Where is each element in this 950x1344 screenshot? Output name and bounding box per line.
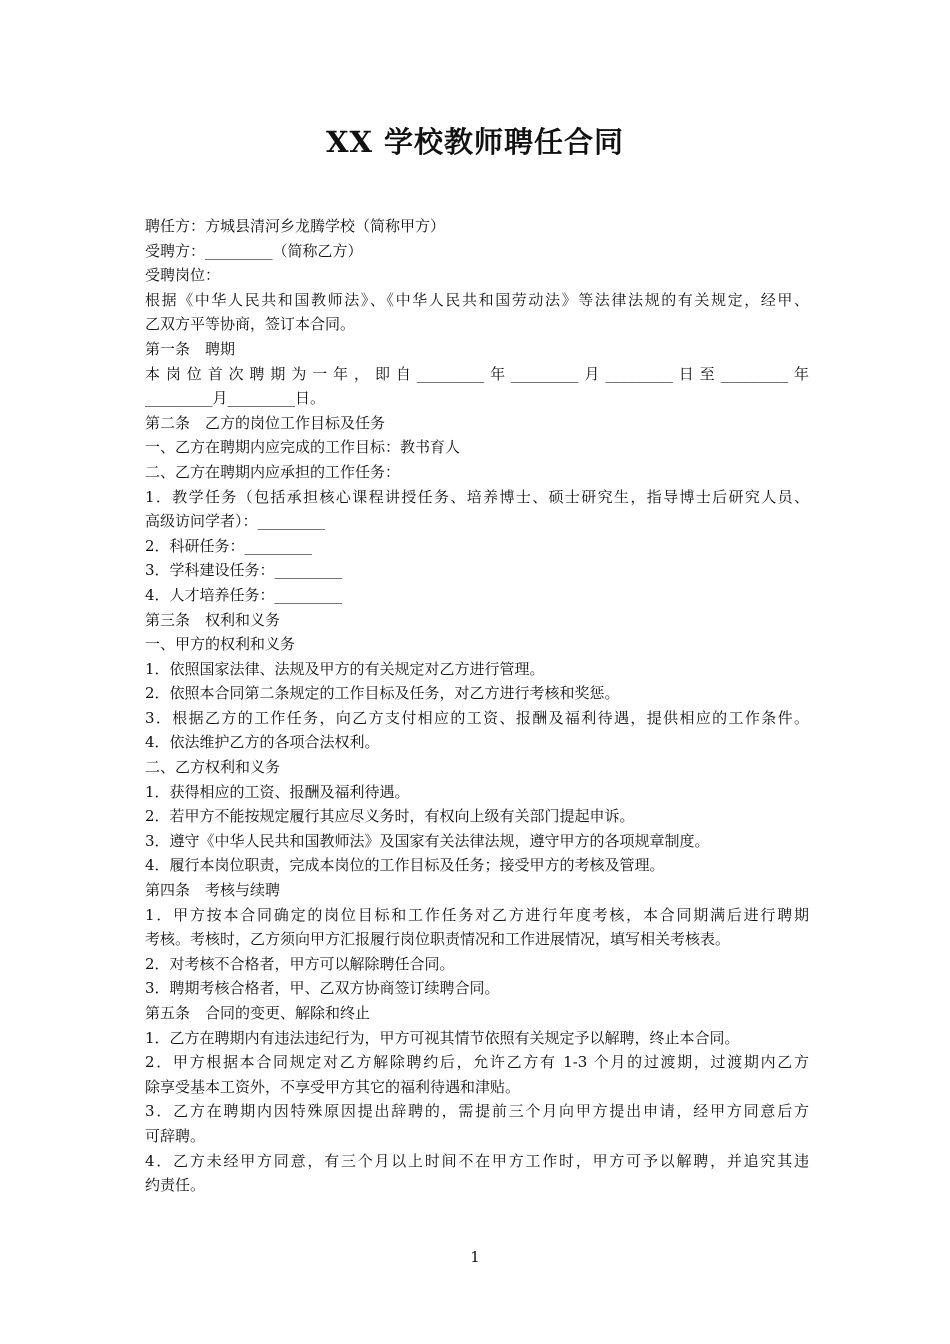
- text-line: 聘任方：方城县清河乡龙腾学校（简称甲方）: [145, 217, 446, 235]
- text-line: 3．学科建设任务：_________: [145, 561, 343, 580]
- text-line: 1．获得相应的工资、报酬及福利待遇。: [145, 782, 410, 801]
- text-line: 2．科研任务：_________: [145, 536, 313, 555]
- section-heading: 第一条 聘期: [145, 339, 236, 358]
- text-line: 1．乙方在聘期内有违法违纪行为，甲方可视其情节依照有关规定予以解聘，终止本合同。: [145, 1028, 740, 1047]
- page-number: 1: [470, 1248, 480, 1266]
- text-line: 可辞聘。: [145, 1126, 206, 1145]
- text-line: 3．聘期考核合格者，甲、乙双方协商签订续聘合同。: [145, 979, 500, 998]
- text-line: 根据《中华人民共和国教师法》、《中华人民共和国劳动法》等法律法规的有关规定，经甲、: [145, 290, 809, 309]
- text-line: 4．履行本岗位职责，完成本岗位的工作目标及任务；接受甲方的考核及管理。: [145, 856, 665, 875]
- text-line: 3．乙方在聘期内因特殊原因提出辞聘的，需提前三个月向甲方提出申请，经甲方同意后方: [145, 1102, 809, 1121]
- text-line: 二、乙方权利和义务: [145, 758, 281, 777]
- text-line: 1．依照国家法律、法规及甲方的有关规定对乙方进行管理。: [145, 659, 545, 678]
- document-title: XX 学校教师聘任合同: [325, 125, 625, 159]
- text-line: 受聘方：_________（简称乙方）: [145, 241, 363, 260]
- text-line: 一、乙方在聘期内应完成的工作目标：教书育人: [145, 438, 461, 457]
- section-heading: 第三条 权利和义务: [145, 610, 281, 629]
- text-line: 二、乙方在聘期内应承担的工作任务：: [145, 462, 401, 481]
- text-line: 除享受基本工资外，不享受甲方其它的福利待遇和津贴。: [145, 1077, 521, 1096]
- text-line: 高级访问学者）：_________: [145, 512, 326, 531]
- section-heading: 第二条 乙方的岗位工作目标及任务: [145, 413, 386, 432]
- text-line: 考核。考核时，乙方须向甲方汇报履行岗位职责情况和工作进展情况，填写相关考核表。: [145, 930, 731, 949]
- text-line: 2．对考核不合格者，甲方可以解除聘任合同。: [145, 954, 455, 973]
- text-line: 4．乙方未经甲方同意，有三个月以上时间不在甲方工作时，甲方可予以解聘，并追究其违: [145, 1151, 809, 1170]
- text-line: 约责任。: [145, 1176, 206, 1195]
- text-line: 3．遵守《中华人民共和国教师法》及国家有关法律法规，遵守甲方的各项规章制度。: [145, 831, 710, 850]
- text-line: 一、甲方的权利和义务: [145, 635, 296, 654]
- text-line: 4．人才培养任务：_________: [145, 585, 343, 604]
- contract-body: [145, 214, 809, 1198]
- text-line: _________月_________日。: [145, 389, 326, 408]
- text-line: 乙双方平等协商，签订本合同。: [145, 315, 356, 334]
- text-line: 本岗位首次聘期为一年，即自_________年_________月_________日至_________年: [145, 364, 809, 383]
- text-line: 受聘岗位：: [145, 266, 221, 285]
- text-line: 1．教学任务（包括承担核心课程讲授任务、培养博士、硕士研究生，指导博士后研究人员、: [145, 487, 809, 506]
- text-line: 3．根据乙方的工作任务，向乙方支付相应的工资、报酬及福利待遇，提供相应的工作条件。: [145, 708, 809, 727]
- text-line: 4．依法维护乙方的各项合法权利。: [145, 733, 380, 752]
- text-line: 2．依照本合同第二条规定的工作目标及任务，对乙方进行考核和奖惩。: [145, 684, 620, 703]
- text-line: 2．若甲方不能按规定履行其应尽义务时，有权向上级有关部门提起申诉。: [145, 807, 635, 826]
- text-line: 2．甲方根据本合同规定对乙方解除聘约后，允许乙方有 1-3 个月的过渡期，过渡期内乙方: [145, 1053, 809, 1072]
- section-heading: 第四条 考核与续聘: [145, 881, 281, 900]
- section-heading: 第五条 合同的变更、解除和终止: [145, 1004, 371, 1022]
- text-line: 1．甲方按本合同确定的岗位目标和工作任务对乙方进行年度考核，本合同期满后进行聘期: [145, 905, 809, 924]
